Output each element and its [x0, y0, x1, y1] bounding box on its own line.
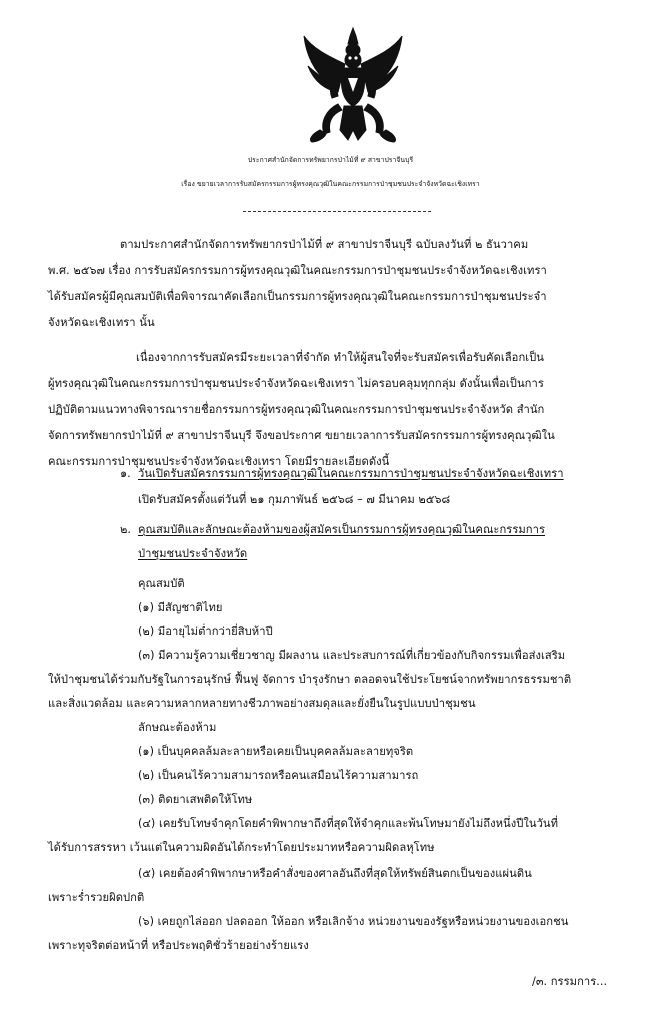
para2-line: ผู้ทรงคุณวุฒิในคณะกรรมการป่าชุมชนประจำจังหวัดฉะเชิงเทรา ไม่ครอบคลุมทุกกลุ่ม ดังนั้นเพื่อเป็นการ	[48, 377, 544, 390]
para1-line: ได้รับสมัครผู้มีคุณสมบัติเพื่อพิจารณาคัดเลือกเป็นกรรมการผู้ทรงคุณวุฒิในคณะกรรมการป่าชุมชนประจำ	[48, 290, 547, 303]
para1-line: จังหวัดฉะเชิงเทรา นั้น	[48, 316, 155, 329]
prohibition-item: (๖) เคยถูกไล่ออก ปลดออก ให้ออก หรือเลิกจ้าง หน่วยงานของรัฐหรือหน่วยงานของเอกชน	[138, 915, 569, 928]
prohibition-item: (๕) เคยต้องคำพิพากษาหรือคำสั่งของศาลอันถึงที่สุดให้ทรัพย์สินตกเป็นของแผ่นดิน	[138, 867, 532, 880]
prohibition-item-cont: เพราะทุจริตต่อหน้าที่ หรือประพฤติชั่วร้ายอย่างร้ายแรง	[48, 939, 309, 952]
section2-number: ๒.	[120, 523, 132, 536]
prohibition-item: (๒) เป็นคนไร้ความสามารถหรือคนเสมือนไร้ความสามารถ	[138, 769, 419, 782]
qualification-item: (๑) มีสัญชาติไทย	[138, 601, 223, 614]
para2-line: คณะกรรมการป่าชุมชนประจำจังหวัดฉะเชิงเทรา โดยมีรายละเอียดดังนี้	[48, 455, 390, 468]
prohibition-item-cont: เพราะร่ำรวยผิดปกติ	[48, 891, 145, 904]
garuda-emblem-icon	[298, 26, 408, 144]
qualification-item: (๓) มีความรู้ความเชี่ยวชาญ มีผลงาน และประสบการณ์ที่เกี่ยวข้องกับกิจกรรมเพื่อส่งเสริม	[138, 649, 566, 662]
section1-detail: เปิดรับสมัครตั้งแต่วันที่ ๒๑ กุมภาพันธ์ ๒๕๖๘ – ๗ มีนาคม ๒๕๖๘	[138, 493, 451, 506]
prohibition-item: (๑) เป็นบุคคลล้มละลายหรือเคยเป็นบุคคลล้มละลายทุจริต	[138, 745, 414, 758]
section2-heading-cont: ป่าชุมชนประจำจังหวัด	[138, 547, 248, 560]
prohibition-item-cont: ได้รับการสรรหา เว้นแต่ในความผิดอันได้กระทำโดยประมาทหรือความผิดลหุโทษ	[48, 841, 435, 854]
section1-number: ๑.	[120, 467, 131, 480]
prohibitions-label: ลักษณะต้องห้าม	[138, 721, 217, 734]
para1-line: ตามประกาศสำนักจัดการทรัพยากรป่าไม้ที่ ๙ สาขาปราจีนบุรี ฉบับลงวันที่ ๒ ธันวาคม	[120, 238, 529, 251]
announcement-title: ประกาศสำนักจัดการทรัพยากรป่าไม้ที่ ๙ สาขาปราจีนบุรี	[247, 156, 414, 164]
para2-line: จัดการทรัพยากรป่าไม้ที่ ๙ สาขาปราจีนบุรี จึงขอประกาศ ขยายเวลาการรับสมัครกรรมการผู้ทรงคุณวุฒิใน	[48, 429, 555, 442]
qualification-item-cont: ให้ป่าชุมชนได้ร่วมกับรัฐในการอนุรักษ์ ฟื้นฟู จัดการ บำรุงรักษา ตลอดจนใช้ประโยชน์จากทรัพยากรธรรมชาติ	[48, 673, 572, 686]
prohibition-item: (๓) ติดยาเสพติดให้โทษ	[138, 793, 253, 806]
para2-line: เนื่องจากการรับสมัครมีระยะเวลาที่จำกัด ทำให้ผู้สนใจที่จะรับสมัครเพื่อรับคัดเลือกเป็น	[136, 351, 545, 364]
section1-heading: วันเปิดรับสมัครกรรมการผู้ทรงคุณวุฒิในคณะกรรมการป่าชุมชนประจำจังหวัดฉะเชิงเทรา	[138, 467, 564, 480]
section2-heading: คุณสมบัติและลักษณะต้องห้ามของผู้สมัครเป็นกรรมการผู้ทรงคุณวุฒิในคณะกรรมการ	[138, 523, 546, 536]
para1-line: พ.ศ. ๒๕๖๗ เรื่อง การรับสมัครกรรมการผู้ทรงคุณวุฒิในคณะกรรมการป่าชุมชนประจำจังหวัดฉะเชิงเทรา	[48, 264, 547, 277]
prohibition-item: (๔) เคยรับโทษจำคุกโดยคำพิพากษาถึงที่สุดให้จำคุกและพ้นโทษมายังไม่ถึงหนึ่งปีในวันที่	[138, 817, 559, 830]
continuation-marker: /๓. กรรมการ...	[532, 975, 608, 988]
qualification-item-cont: และสิ่งแวดล้อม และความหลากหลายทางชีวภาพอย่างสมดุลและยั่งยืนในรูปแบบป่าชุมชน	[48, 697, 476, 710]
qualification-item: (๒) มีอายุไม่ต่ำกว่ายี่สิบห้าปี	[138, 625, 273, 638]
header-separator	[243, 211, 431, 212]
qualifications-label: คุณสมบัติ	[138, 577, 185, 590]
para2-line: ปฏิบัติตามแนวทางพิจารณารายชื่อกรรมการผู้ทรงคุณวุฒิในคณะกรรมการป่าชุมชนประจำจังหวัด สำนัก	[48, 403, 545, 416]
announcement-subject: เรื่อง ขยายเวลาการรับสมัครกรรมการผู้ทรงคุณวุฒิในคณะกรรมการป่าชุมชนประจำจังหวัดฉะเชิงเทรา	[181, 180, 480, 188]
